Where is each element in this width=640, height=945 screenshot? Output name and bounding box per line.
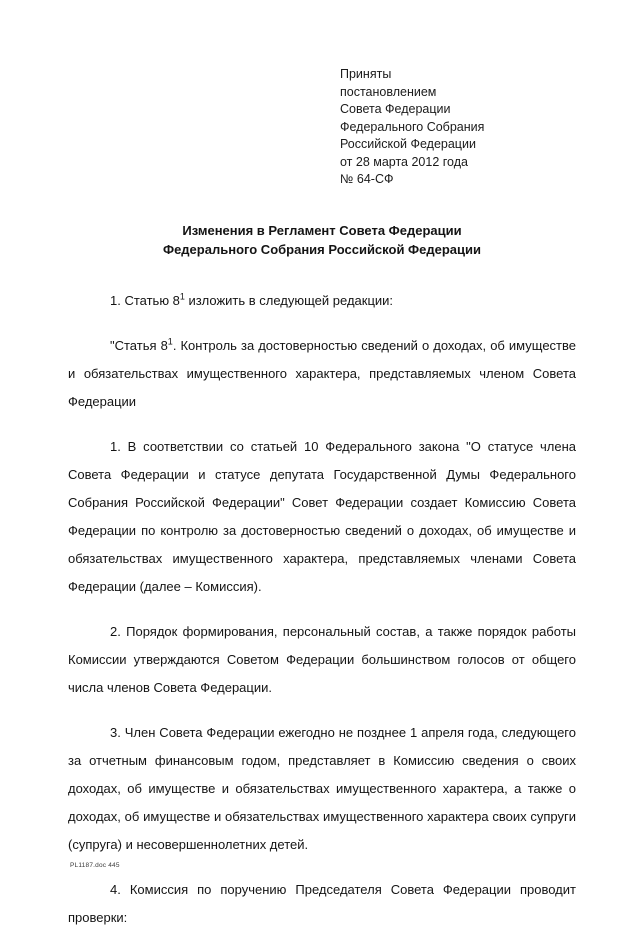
adoption-header (340, 66, 576, 189)
paragraph-2-text-b: . Контроль за достоверностью сведений о доходах, об имуществе и обязательствах имущественного характера, представляемых членом Совета Федерации (68, 337, 576, 409)
page-footer: PL1187.doc 445 (70, 862, 120, 869)
paragraph-1-text-a: 1. Статью 8 (110, 292, 180, 308)
paragraph-3: 1. В соответствии со статьей 10 Федерального закона "О статусе члена Совета Федерации и статусе депутата Государственной Думы Федерального Собрания Российской Федерации" Совет Федерации создает Комиссию Совета Федерации по контролю за достоверностью сведений о доходах, об имуществе и обязательствах имущественного характера, представляемых членами Совета Федерации (далее – Комиссия). (68, 438, 576, 594)
paragraph-1-text-b: изложить в следующей редакции: (184, 292, 394, 308)
paragraph-1 (68, 287, 576, 315)
adoption-line-1: Приняты (340, 67, 392, 81)
adoption-line-7: № 64-СФ (340, 172, 394, 186)
paragraph-4: 2. Порядок формирования, персональный состав, а также порядок работы Комиссии утверждаются Советом Федерации большинством голосов от общего числа членов Совета Федерации. (68, 623, 576, 695)
adoption-line-5: Российской Федерации (340, 137, 476, 151)
document-content (68, 66, 576, 945)
paragraph-2-text-a: "Статья 8 (110, 337, 168, 353)
page-title-line-1: Изменения в Регламент Совета Федерации (182, 222, 462, 238)
adoption-line-3: Совета Федерации (340, 102, 451, 116)
adoption-line-6: от 28 марта 2012 года (340, 154, 468, 169)
page-title (68, 221, 576, 259)
paragraph-6: 4. Комиссия по поручению Председателя Совета Федерации проводит проверки: (68, 881, 576, 925)
paragraph-1-superscript: 1 (179, 291, 185, 302)
paragraph-5: 3. Член Совета Федерации ежегодно не позднее 1 апреля года, следующего за отчетным финансовым годом, представляет в Комиссию сведения о своих доходах, об имуществе и обязательствах имущественного характера, а также о доходах, об имуществе и обязательствах имущественного характера своих супруги (супруга) и несовершеннолетних детей. (68, 724, 576, 852)
page-title-line-2: Федерального Собрания Российской Федерации (162, 241, 481, 257)
paragraph-2-superscript: 1 (167, 336, 173, 347)
paragraph-2 (68, 332, 576, 416)
adoption-line-4: Федерального Собрания (340, 119, 485, 134)
adoption-line-2: постановлением (340, 84, 437, 99)
